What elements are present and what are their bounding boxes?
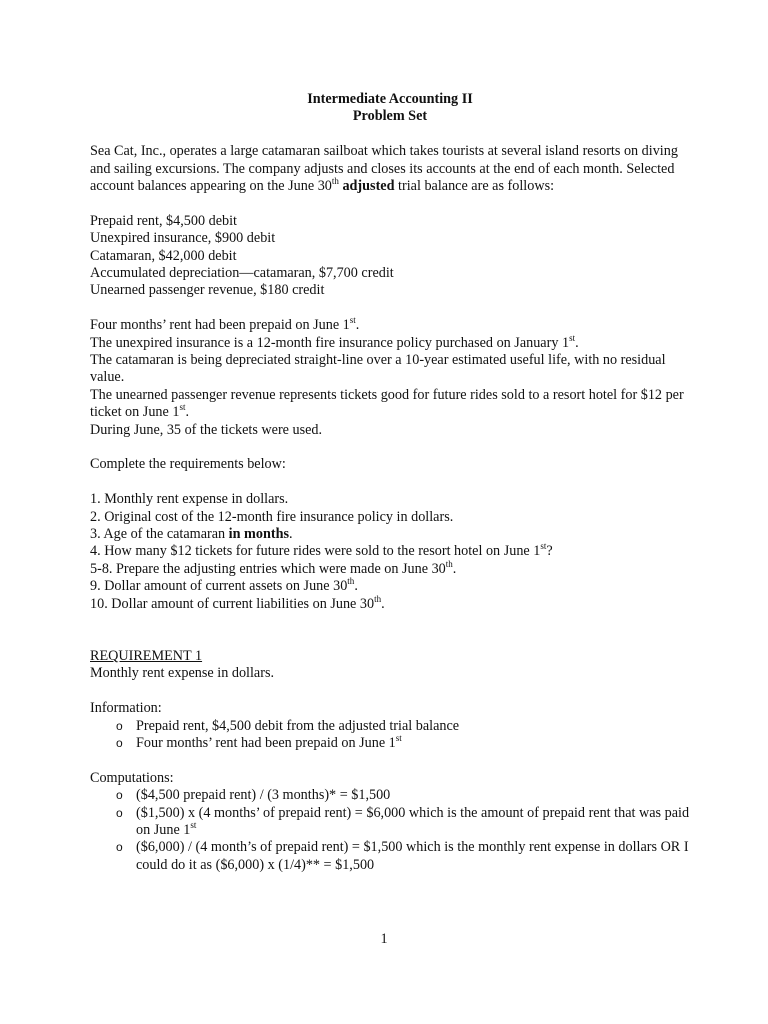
- list-item: o ($4,500 prepaid rent) / (3 months)* = $1,500: [90, 787, 690, 804]
- requirement-sup: th: [347, 576, 355, 587]
- page-number: 1: [380, 931, 388, 947]
- balance-line: Unearned passenger revenue, $180 credit: [90, 282, 325, 299]
- intro-sup: th: [331, 176, 339, 187]
- fact-text: Four months’ rent had been prepaid on June 1: [90, 317, 350, 334]
- list-item-sup: st: [395, 732, 402, 743]
- requirement1-heading: REQUIREMENT 1: [90, 647, 203, 664]
- fact-line: [90, 332, 690, 352]
- requirement1-description: Monthly rent expense in dollars.: [90, 665, 275, 682]
- requirement-end: ?: [546, 543, 553, 560]
- fact-line: During June, 35 of the tickets were used.: [90, 421, 323, 438]
- intro-text-after: trial balance are as follows:: [398, 178, 555, 195]
- requirement-text: 3. Age of the catamaran: [90, 526, 226, 543]
- requirement-item: 1. Monthly rent expense in dollars.: [90, 491, 289, 508]
- fact-end: .: [185, 404, 190, 421]
- computations-label: Computations:: [90, 769, 174, 786]
- requirement-item: [90, 558, 690, 578]
- list-item-text: Four months’ rent had been prepaid on June 1: [136, 734, 396, 751]
- computations-list: [90, 787, 690, 874]
- information-list: [90, 718, 690, 753]
- requirement-item: 2. Original cost of the 12-month fire insurance policy in dollars.: [90, 508, 454, 525]
- requirement-end: .: [381, 595, 385, 612]
- document-page: [90, 91, 690, 874]
- requirement-text: 4. How many $12 tickets for future rides were sold to the resort hotel on June 1: [90, 543, 541, 560]
- requirement-text: 5-8. Prepare the adjusting entries which were made on June 30: [90, 560, 446, 577]
- requirement-item: [90, 593, 690, 613]
- list-item: [90, 805, 690, 840]
- list-item: o Prepaid rent, $4,500 debit from the adjusted trial balance: [90, 718, 690, 735]
- fact-end: .: [575, 334, 579, 351]
- balance-line: Prepaid rent, $4,500 debit: [90, 212, 237, 229]
- fact-end: .: [355, 317, 360, 334]
- fact-line: [90, 387, 690, 422]
- intro-paragraph: [90, 143, 690, 195]
- fact-sup: st: [569, 332, 576, 343]
- requirement-text: 9. Dollar amount of current assets on June 30: [90, 578, 348, 595]
- fact-text: The unexpired insurance is a 12-month fire insurance policy purchased on January 1: [90, 334, 570, 351]
- list-item-text: ($1,500) x (4 months’ of prepaid rent) = $6,000 which is the amount of prepaid rent that was paid on June 1: [136, 804, 690, 838]
- requirement-end: .: [354, 578, 358, 595]
- requirements-intro: Complete the requirements below:: [90, 456, 286, 473]
- list-item-sup: st: [190, 819, 197, 830]
- list-item: [90, 732, 690, 752]
- balance-line: Accumulated depreciation—catamaran, $7,700 credit: [90, 265, 394, 282]
- requirement-bold: in months: [228, 526, 289, 543]
- intro-text: Sea Cat, Inc., operates a large catamaran sailboat which takes tourists at several island resorts on diving and sailing excursions. The company adjusts and closes its accounts at the end of each month. Selected account balances appearing on the June 30: [90, 143, 678, 195]
- document-subtitle: Problem Set: [352, 108, 428, 125]
- requirement-item: [90, 578, 690, 595]
- document-title: Intermediate Accounting II: [307, 91, 473, 107]
- balance-line: Catamaran, $42,000 debit: [90, 247, 237, 264]
- requirement-item: [90, 526, 690, 543]
- balance-line: Unexpired insurance, $900 debit: [90, 230, 276, 247]
- requirement-sup: th: [445, 558, 453, 569]
- intro-bold: adjusted: [342, 178, 395, 195]
- requirement-item: [90, 543, 690, 560]
- fact-line: [90, 317, 690, 334]
- fact-line: The catamaran is being depreciated straight-line over a 10-year estimated useful life, with no residual value.: [90, 352, 666, 386]
- fact-sup: st: [349, 315, 356, 326]
- information-label: Information:: [90, 700, 162, 717]
- fact-text: The unearned passenger revenue represents tickets good for future rides sold to a resort hotel for $12 per ticket on June 1: [90, 386, 684, 421]
- requirement-text: 10. Dollar amount of current liabilities on June 30: [90, 595, 375, 612]
- requirement-sup: st: [540, 541, 547, 552]
- requirement-sup: th: [374, 593, 382, 604]
- requirement-end: .: [452, 560, 457, 577]
- list-item: o ($6,000) / (4 month’s of prepaid rent) = $1,500 which is the monthly rent expense in dollars OR I could do it as ($6,000) x (1/4)** = $1,500: [90, 839, 690, 874]
- requirement-end: .: [289, 526, 293, 543]
- fact-sup: st: [179, 402, 186, 413]
